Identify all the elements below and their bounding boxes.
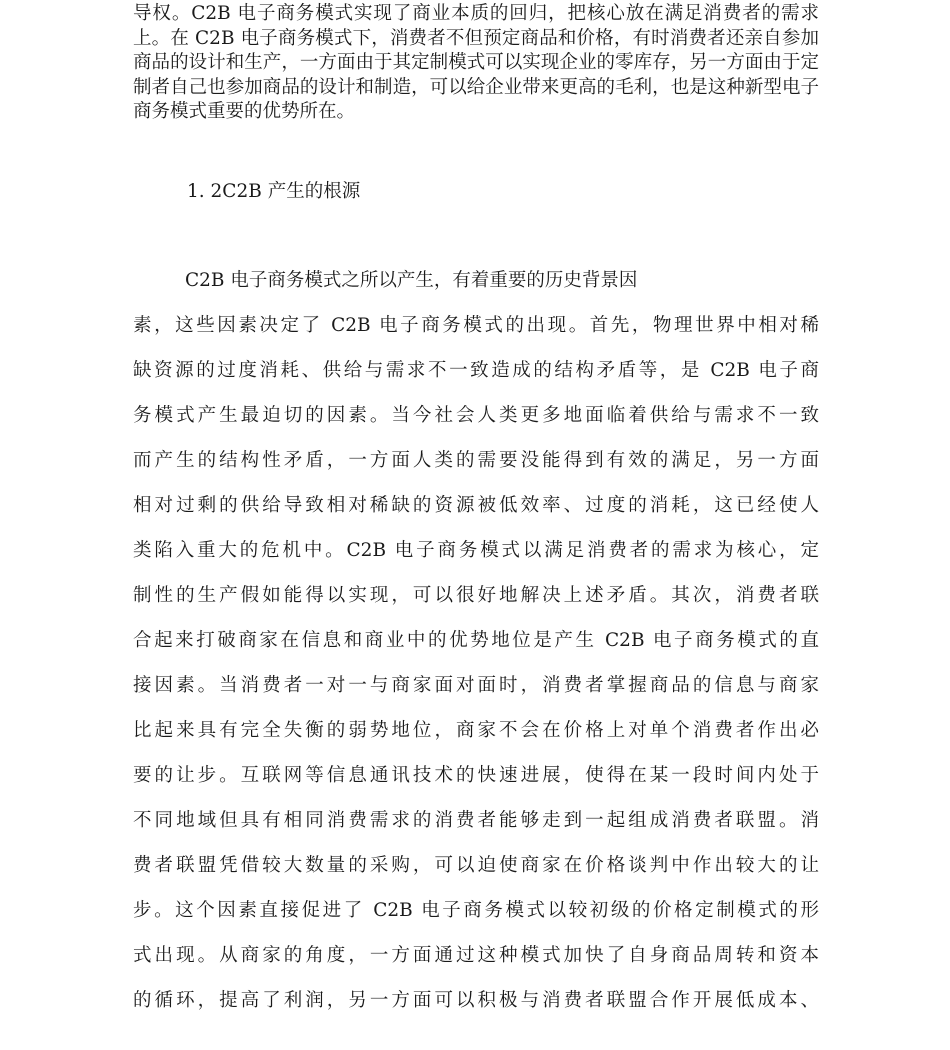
section-heading: 1. 2C2B 产生的根源: [187, 181, 361, 202]
intro-line: 导权。C2B 电子商务模式实现了商业本质的回归，把核心放在满足消费者: [133, 3, 762, 24]
body-line: 不同地域但具有相同消费需求的消费者能够走到一起组成消费者联盟。消: [133, 810, 819, 831]
intro-line: 的需求上。在 C2B 电子商务模式下，消费者不但预定商品和价格，有时消: [133, 3, 819, 49]
body-line: 比起来具有完全失衡的弱势地位，商家不会在价格上对单个消费者作出必: [133, 720, 819, 741]
body-line: 接因素。当消费者一对一与商家面对面时，消费者掌握商品的信息与商家: [133, 675, 819, 696]
body-line: 步。这个因素直接促进了 C2B 电子商务模式以较初级的价格定制模式的形: [133, 900, 819, 921]
body-line: 素，这些因素决定了 C2B 电子商务模式的出现。首先，物理世界中相对稀: [133, 315, 819, 336]
body-line: 合起来打破商家在信息和商业中的优势地位是产生 C2B 电子商务模式的直: [133, 630, 819, 651]
intro-line: 业带来更高的毛利，也是这种新型电子商务模式重要的优势所在。: [133, 76, 819, 123]
body-line: C2B 电子商务模式之所以产生，有着重要的历史背景因: [185, 270, 638, 291]
intro-line: 费者还亲自参加商品的设计和生产，一方面由于其定制模式可以实现企业: [133, 27, 819, 74]
body-line: 缺资源的过度消耗、供给与需求不一致造成的结构矛盾等，是 C2B 电子商: [133, 360, 819, 381]
body-line: 相对过剩的供给导致相对稀缺的资源被低效率、过度的消耗，这已经使人: [133, 495, 819, 516]
body-line: 要的让步。互联网等信息通讯技术的快速进展，使得在某一段时间内处于: [133, 765, 819, 786]
body-line: 费者联盟凭借较大数量的采购，可以迫使商家在价格谈判中作出较大的让: [133, 855, 819, 876]
body-line: 的循环，提高了利润，另一方面可以积极与消费者联盟合作开展低成本、: [133, 990, 819, 1011]
body-paragraph: [133, 265, 819, 1030]
body-line: 式出现。从商家的角度，一方面通过这种模式加快了自身商品周转和资本: [133, 945, 819, 966]
body-line: 类陷入重大的危机中。C2B 电子商务模式以满足消费者的需求为核心，定: [133, 540, 819, 561]
body-line: 而产生的结构性矛盾，一方面人类的需要没能得到有效的满足，另一方面: [133, 450, 819, 471]
body-line: 务模式产生最迫切的因素。当今社会人类更多地面临着供给与需求不一致: [133, 405, 819, 426]
intro-line: 的零库存，另一方面由于定制者自己也参加商品的设计和制造，可以给企: [133, 52, 819, 98]
intro-paragraph: [133, 2, 819, 125]
body-line: 制性的生产假如能得以实现，可以很好地解决上述矛盾。其次，消费者联: [133, 585, 819, 606]
